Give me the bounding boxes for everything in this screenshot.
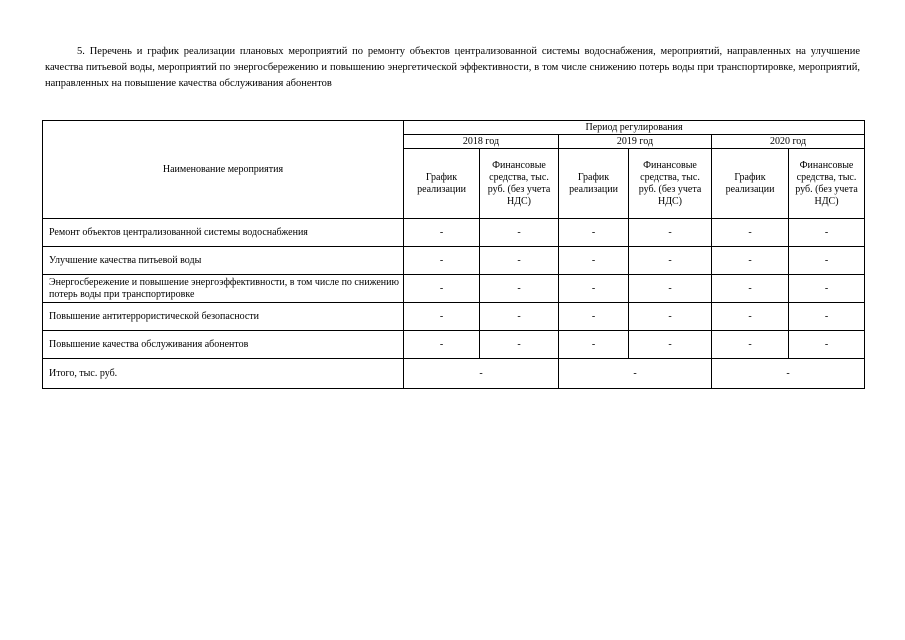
total-value: - [712, 359, 865, 389]
cell-value: - [480, 247, 559, 275]
table-row [43, 275, 865, 303]
cell-value: - [480, 303, 559, 331]
cell-value: - [559, 303, 629, 331]
header-schedule: График реализации [559, 149, 629, 219]
cell-value: - [404, 275, 480, 303]
cell-value: - [629, 275, 712, 303]
header-row-period [43, 121, 865, 135]
cell-value: - [480, 331, 559, 359]
table-row [43, 303, 865, 331]
cell-value: - [480, 219, 559, 247]
cell-value: - [559, 219, 629, 247]
cell-value: - [789, 303, 865, 331]
section-heading-paragraph: 5. Перечень и график реализации плановых мероприятий по ремонту объектов централизованной системы водоснабжения, мероприятий, направленных на улучшение качества питьевой воды, мероприятий по энергосбережению и повышению энергетической эффективности, в том числе снижению потерь воды при транспортировке, мероприятий, направленных на повышение качества обслуживания абонентов [45, 46, 860, 89]
cell-value: - [712, 303, 789, 331]
row-name: Энергосбережение и повышение энергоэффективности, в том числе по снижению потерь воды при транспортировке [43, 275, 404, 303]
activities-table [42, 120, 865, 389]
header-period: Период регулирования [404, 121, 865, 135]
table-row [43, 331, 865, 359]
row-name: Повышение качества обслуживания абонентов [43, 331, 404, 359]
total-value: - [404, 359, 559, 389]
header-schedule: График реализации [712, 149, 789, 219]
cell-value: - [629, 303, 712, 331]
row-name: Повышение антитеррористической безопасности [43, 303, 404, 331]
row-name: Улучшение качества питьевой воды [43, 247, 404, 275]
header-activity-name: Наименование мероприятия [43, 121, 404, 219]
cell-value: - [789, 219, 865, 247]
cell-value: - [404, 219, 480, 247]
total-row [43, 359, 865, 389]
header-finance: Финансовые средства, тыс. руб. (без учета НДС) [480, 149, 559, 219]
header-year: 2019 год [559, 135, 712, 149]
cell-value: - [559, 275, 629, 303]
cell-value: - [712, 275, 789, 303]
cell-value: - [559, 247, 629, 275]
cell-value: - [629, 219, 712, 247]
header-schedule: График реализации [404, 149, 480, 219]
table-row [43, 219, 865, 247]
cell-value: - [789, 331, 865, 359]
row-name: Ремонт объектов централизованной системы водоснабжения [43, 219, 404, 247]
cell-value: - [789, 247, 865, 275]
total-value: - [559, 359, 712, 389]
cell-value: - [404, 247, 480, 275]
cell-value: - [629, 331, 712, 359]
cell-value: - [480, 275, 559, 303]
cell-value: - [404, 331, 480, 359]
cell-value: - [789, 275, 865, 303]
cell-value: - [404, 303, 480, 331]
cell-value: - [629, 247, 712, 275]
cell-value: - [712, 247, 789, 275]
cell-value: - [712, 331, 789, 359]
header-year: 2018 год [404, 135, 559, 149]
cell-value: - [712, 219, 789, 247]
table-row [43, 247, 865, 275]
header-year: 2020 год [712, 135, 865, 149]
cell-value: - [559, 331, 629, 359]
header-finance: Финансовые средства, тыс. руб. (без учета НДС) [789, 149, 865, 219]
total-label: Итого, тыс. руб. [43, 359, 404, 389]
header-finance: Финансовые средства, тыс. руб. (без учета НДС) [629, 149, 712, 219]
